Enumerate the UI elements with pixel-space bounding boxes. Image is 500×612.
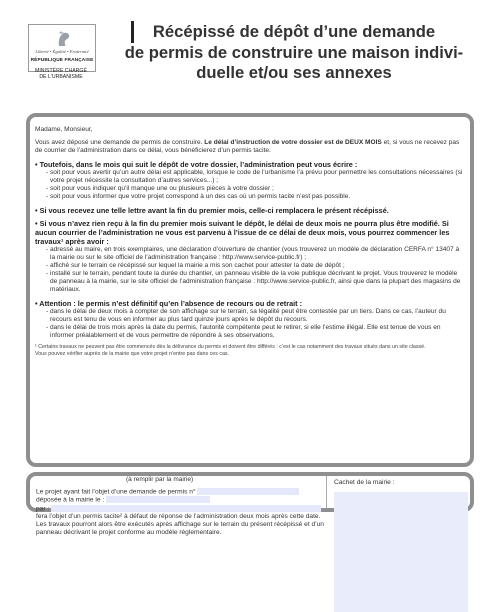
permit-number-field[interactable] (197, 488, 299, 495)
sub-item: - installé sur le terrain, pendant toute la durée du chantier, un panneau visible de la voie publique décrivant le projet. Vous trouverez le modèle de panneau à la mairie, sur le site officiel de l’administration française : http://www.service-public.fr, ainsi que dans la plupart des magasins de matériaux. (46, 270, 461, 294)
title-line: duelle et/ou ses annexes (196, 63, 392, 82)
cachet-field[interactable] (334, 492, 468, 612)
title-line: de permis de construire une maison indivi- (124, 42, 464, 62)
page-title (104, 22, 484, 84)
sub-item: - soit pour vous indiquer qu’il manque une ou plusieurs pièces à votre dossier ; (46, 185, 274, 193)
deposit-date-field[interactable] (106, 496, 210, 503)
deposit-date-label: déposée à la mairie le : (36, 496, 105, 504)
bullet-section (35, 206, 465, 215)
sub-item: - dans le délai de trois mois après la date du permis, l’autorité compétente peut le retirer, si elle l’estime illégal. Elle est tenue de vous en informer préalablement et de vous permettre de répondre à ses observations. (46, 323, 441, 339)
receipt-divider (326, 476, 327, 508)
applicant-label: par : (36, 504, 50, 512)
logo-republic: RÉPUBLIQUE FRANÇAISE (30, 58, 94, 63)
receipt-box (26, 472, 474, 537)
deposit-date-line (36, 496, 326, 504)
permit-number-label: Le projet ayant fait l’objet d’une demande de permis n° (36, 488, 196, 496)
footnote: ¹ Certains travaux ne peuvent pas être commencés dès la délivrance du permis et doivent être différés : c’est le cas notamment des travaux situés dans un site classé. (35, 343, 426, 350)
cachet-label: Cachet de la mairie : (334, 479, 395, 486)
sub-item: - soit pour vous avertir qu’un autre délai est applicable, lorsque le code de l’urbanisme l’a prévu pour permettre les consultations nécessaires (si votre projet nécessite la consultation d’autres services...) ; (46, 169, 463, 185)
applicant-line (36, 505, 326, 513)
receipt-heading: (à remplir par la mairie) (126, 476, 194, 483)
ministry-line: MINISTÈRE CHARGÉ (35, 68, 87, 74)
sub-item: - soit pour vous informer que votre projet correspond à un des cas où un permis tacite n’est pas possible. (46, 193, 351, 201)
title-line: Récépissé de dépôt d’une demande (152, 22, 436, 41)
ministry-line: DE L'URBANISME (39, 74, 83, 81)
applicant-field[interactable] (51, 505, 321, 512)
logo-motto: Liberté • Égalité • Fraternité (35, 49, 89, 54)
permit-number-line (36, 488, 326, 496)
sub-item: - dans le délai de deux mois à compter de son affichage sur le terrain, sa légalité peut être contestée par un tiers. Dans ce cas, l’auteur du recours est tenu de vous en informer au plus tard quinze jours après le dépôt du recours. (46, 307, 446, 323)
intro-paragraph (35, 139, 465, 155)
sub-item: - affiché sur le terrain ce récépissé sur lequel la mairie a mis son cachet pour attester la date de dépôt ; (46, 262, 345, 270)
bullet-section (35, 219, 465, 294)
footnote: Vous pouvez vérifier auprès de la mairie que votre projet n’entre pas dans ces cas. (35, 350, 230, 357)
intro-bold-text: Le délai d’instruction de votre dossier est de DEUX MOIS (204, 139, 382, 147)
tacit-permit-text: fera l’objet d’un permis tacite² à défaut de réponse de l’administration deux mois après cette date. Les travaux pourront alors être exécutés après affichage sur le terrain du présent récépissé et d’un panneau décrivant le projet conforme au modèle réglementaire. (36, 513, 324, 537)
intro-text: Vous avez déposé une demande de permis de construire. (35, 139, 203, 147)
salutation: Madame, Monsieur, (35, 126, 93, 133)
bullet-heading: • Toutefois, dans le mois qui suit le dépôt de votre dossier, l’administration peut vous écrire : (35, 160, 358, 170)
sub-item: - adressé au maire, en trois exemplaires, une déclaration d’ouverture de chantier (vous trouverez un modèle de déclaration CERFA n° 13407 à la mairie ou sur le site officiel de l’administration française : http://www.service-public.fr) ; (46, 246, 460, 262)
notice-content (35, 126, 465, 358)
intro-text: et, si vous ne recevez pas de courrier de l’administration dans ce délai, vous bénéficierez d’un permis tacite. (35, 139, 460, 155)
bullet-heading: • Si vous n’avez rien reçu à la fin du premier mois suivant le dépôt, le délai de deux mois ne pourra plus être modifié. Si aucun courrier de l’administration ne vous est parvenu à l’issue de ce délai de deux mois, vous pourrez commencer les travaux¹ après avoir : (35, 219, 450, 247)
logo-frame (28, 24, 96, 72)
bullet-heading: • Si vous recevez une telle lettre avant la fin du premier mois, celle-ci remplacera le présent récépissé. (35, 205, 389, 215)
receipt-form (36, 488, 326, 537)
marianne-icon (51, 28, 75, 48)
bullet-heading: • Attention : le permis n’est définitif qu’en l’absence de recours ou de retrait : (35, 298, 303, 308)
cachet-area (334, 479, 470, 511)
ministry-name (26, 68, 96, 81)
notice-box (26, 113, 474, 467)
bullet-section (35, 299, 465, 340)
bullet-section (35, 160, 465, 201)
